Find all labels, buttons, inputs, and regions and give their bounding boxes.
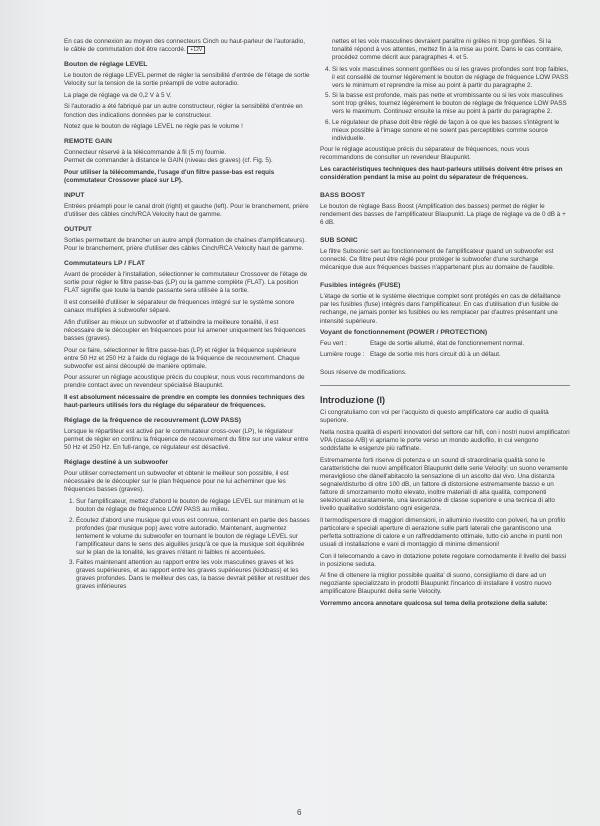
reserve-text: Sous réserve de modifications. [320, 369, 407, 377]
level-heading: Bouton de réglage LEVEL [64, 61, 148, 69]
recouvrement-heading: Réglage de la fréquence de recouvrement (LOW PASS) [64, 417, 242, 425]
page-number: 6 [297, 808, 302, 817]
remote-gain-heading: REMOTE GAIN [64, 138, 112, 146]
level-p3: Si l'autoradio a été fabriqué par un autre constructeur, régler la sensibilité d'entrée en fonction des indications données par le constructeur. [64, 103, 303, 119]
italian-intro-heading: Introduzione (I) [320, 395, 385, 406]
switch-cable-badge: +12V [187, 46, 205, 54]
adjust-step: 5. Si la basse est profonde, mais pas nette et vrombissante ou si les voix masculines sont trop grêles, tournez légèrement le bouton de réglage de fréquence LOW PASS vers le maximum. Continuez ensuite la mise au point à partir du paragraphe 2. [332, 92, 570, 116]
italian-health-note: Vorremmo ancora annotare qualcosa sul tema della protezione della salute: [320, 599, 548, 607]
lp-flat-heading: Commutateurs LP / FLAT [64, 260, 145, 268]
intro-text: En cas de connexion au moyen des connecteurs Cinch ou haut-parleur de l'autoradio, le câble de commutation doit être raccordé. +12V [64, 38, 306, 54]
input-p1: Entrées préampli pour le canal droit (right) et gauche (left). Pour le branchement, prière d'utiliser des câbles cinch/RCA Velocity haut de gamme. [64, 203, 309, 219]
output-heading: OUTPUT [64, 226, 92, 234]
status-value: Etage de sortie allumé, état de fonctionnement normal. [370, 340, 525, 348]
left-column [64, 38, 310, 595]
status-value: Etage de sortie mis hors circuit dû à un défaut. [370, 351, 501, 359]
level-p4: Notez que le bouton de réglage LEVEL ne règle pas le volume ! [64, 123, 243, 131]
italian-p5: Con il telecomando a cavo in dotazione potete regolare comodamente il livello dei bassi in posizione seduta. [320, 552, 567, 568]
lp-flat-p3: Afin d'utiliser au mieux un subwoofer et d'atteindre la meilleure tonalité, il est nécessaire de le découpler en fréquences pour lui amener uniquement les fréquences basses (graves). [64, 318, 306, 342]
remote-p2: Permet de commander à distance le GAIN (niveau des graves) (cf. Fig. 5). [64, 157, 273, 165]
remote-p1: Connecteur réservé à la télécommande à fil (5 m) fournie. [64, 149, 227, 157]
level-p1: Le bouton de réglage LEVEL permet de régler la sensibilité d'entrée de l'étage de sortie Velocity sur la tension de la sortie préampli de votre autoradio. [64, 72, 310, 88]
lp-flat-p5: Pour assurer un réglage acoustique précis du coupleur, nous vous recommandons de prendre contact avec un revendeur spécialisé Blaupunkt. [64, 374, 305, 390]
subwoofer-step: 1. Sur l'amplificateur, mettez d'abord le bouton de réglage LEVEL sur minimum et le bouton de réglage de fréquence LOW PASS au milieu. [76, 498, 310, 514]
sub-sonic-heading: SUB SONIC [320, 237, 358, 245]
recouvrement-p1: Lorsque le répartiteur est activé par le commutateur cross-over (LP), le régulateur permet de régler en continu la fréquence de recouvrement du filtre sur une valeur entre 50 Hz et 250 Hz. En full-range, ce régulateur est désactivé. [64, 428, 309, 452]
fuses-heading: Fusibles intégrés (FUSE) [320, 282, 401, 290]
italian-p1: Ci congratuliamo con voi per l'acquisto di questo amplificatore car audio di qualità superiore. [320, 409, 549, 425]
subwoofer-steps [64, 498, 310, 592]
lp-flat-p1: Avant de procéder à l'installation, sélectionner le commutateur Crossover de l'étage de sortie pour régler le filtre passe-bas (LP) ou la gamme complète (FLAT). La position FLAT signifie que toute la bande passante sera utilisée à la sortie. [64, 271, 308, 295]
fuses-p1: L'étage de sortie et le système électrique complet sont protégés en cas de défaillance par les fusibles (fuse) intégrés dans l'amplificateur. En cas d'utilisation d'un fusible de rechange, ne jamais ponter les fusibles ou les remplacer par d'autres présentant une intensité supérieure. [320, 293, 561, 325]
dealer-text: Pour le réglage acoustique précis du séparateur de fréquences, nous vous recommandons de consulter un revendeur Blaupunkt. [320, 146, 530, 162]
lp-flat-p4: Pour ce faire, sélectionner le filtre passe-bas (LP) et régler la fréquence supérieure entre 50 Hz et 250 Hz à l'aide du réglage de la fréquence de recouvrement. Chaque subwoofer est ainsi découplé de manière optimale. [64, 346, 300, 370]
subwoofer-heading: Réglage destiné à un subwoofer [64, 459, 169, 467]
specs-note: Les caractéristiques techniques des haut-parleurs utilisés doivent être prises en considération pendant la mise au point du séparateur de fréquences. [320, 165, 563, 181]
sub-sonic-p1: Le filtre Subsonic sert au fonctionnement de l'amplificateur quand un subwoofer est connecté. Ce filtre peut être réglé pour protéger le subwoofer d'une surcharge mécanique due aux fréquences basses n'appartenant plus au domaine de l'audible. [320, 248, 555, 272]
continued-text: nettes et les voix masculines devraient paraître ni grêles ni trop gonflées. Si la tonalité répond à vos attentes, mettez fin à la mise au point. Dans le cas contraire, procédez comme décrit aux paragraphes 4. et 5. [332, 38, 563, 62]
adjust-steps [320, 66, 570, 143]
bass-boost-heading: BASS BOOST [320, 191, 365, 199]
adjust-step: 4. Si les voix masculines sonnent gonflées ou si les graves profondes sont trop faibles, il est conseillé de tourner légèrement le bouton de réglage de fréquence LOW PASS vers le minimum et reprendre la mise au point à partir du paragraphe 2. [332, 66, 570, 90]
output-p1: Sorties permettant de brancher un autre ampli (formation de chaînes d'amplificateurs). Pour le branchement, prière d'utiliser des câbles Cinch/RCA Velocity haut de gamme. [64, 237, 307, 253]
lp-flat-p2: Il est conseillé d'utiliser le séparateur de fréquences intégré sur le système sonore canaux multiples à subwoofer séparé. [64, 299, 295, 315]
italian-p6: Al fine di ottenere la miglior possibile qualita' di suono, consigliamo di dare ad un negoziante specializzato in prodotti Blaupunkt l'incarico di installare il vostro nuovo amplificatore Blaupunkt della serie Velocity. [320, 572, 552, 596]
italian-p4: Il termodispersore di maggiori dimensioni, in alluminio rivestito con polveri, ha un profilo particolare e speciali aperture di aerazione sulle parti laterali che garantiscono una perfetta sottrazione di calore e un raffreddamento ottimale, tutto ciò anche in punti non usuali di installazione e vani di montaggio di minime dimensioni! [320, 516, 566, 548]
status-row [320, 340, 570, 348]
subwoofer-p1: Pour utiliser correctement un subwoofer et obtenir le meilleur son possible, il est nécessaire de le découpler sur le plan fréquence pour ne lui acheminer que les fréquences basses (graves). [64, 470, 289, 494]
bass-boost-p1: Le bouton de réglage Bass Boost (Amplification des basses) permet de régler le rendement des basses de l'amplificateur Blaupunkt. La plage de réglage va de 0 dB à + 6 dB. [320, 202, 566, 227]
italian-p2: Nella nostra qualità di esperti innovatori del settore car hifi, con i nostri nuovi amplificatori VPA (classe A/B) vi apriamo le porte verso un mondo audiofilo, in cui vengono soddisfatte le esigenze più raffinate. [320, 429, 570, 453]
lp-flat-note: Il est absolument nécessaire de prendre en compte les données techniques des haut-parleurs utilisés lors du réglage du séparateur de fréquences. [64, 393, 305, 409]
status-key: Feu vert : [320, 340, 347, 348]
level-p2: La plage de réglage va de 0,2 V à 5 V. [64, 91, 172, 99]
remote-note: Pour utiliser la télécommande, l'usage d'un filtre passe-bas est requis (commutateur Crossover placé sur LP). [64, 168, 275, 184]
right-column [320, 38, 570, 612]
status-row [320, 351, 570, 359]
status-key: Lumière rouge : [320, 351, 365, 359]
section-divider [320, 385, 570, 386]
input-heading: INPUT [64, 192, 85, 200]
subwoofer-step: 3. Faites maintenant attention au rapport entre les voix masculines graves et les graves supérieures, et au rapport entre les graves supérieures (kickbass) et les graves profondes. Dans le meilleur des cas, la basse devrait pétiller et restituer des graves inférieures [76, 559, 310, 591]
adjust-step: 6. Le régulateur de phase doit être réglé de façon à ce que les basses s'intègrent le mieux possible à l'image sonore et ne soient pas perceptibles comme source individuelle. [332, 119, 570, 143]
subwoofer-step: 2. Écoutez d'abord une musique qui vous est connue, contenant en partie des basses profondes (par musique pop) avec votre autoradio. Maintenant, augmentez lentement le volume du subwoofer en tournant le bouton de réglage LEVEL sur l'amplificateur dans le sens des aiguilles jusqu'à ce que la musique soit équilibrée sur le plan de la tonalité, les graves n'étant ni faibles ni accentuées. [76, 517, 310, 557]
italian-p3: Estremamente forti riserve di potenza e un sound di straordinaria qualità sono le caratteristiche dei nuovi amplificatori Blaupunkt delle serie Velocity: un suono veramente meraviglioso che dànell'abitacolo la sensazione di un ascolto dal vivo. Una distanza segnale/disturbo di oltre 100 dB, un fattore di distorsione estremamente basso e un fattore di smorzamento molto elevato, inoltre materiali di alta qualità, componenti selezionati accuratamente, una lavorazione di classe superiore e una tecnica di alto livello qualitativo soddisfano ogni esigenza. [320, 456, 568, 513]
status-led-heading: Voyant de fonctionnement (POWER / PROTECTION) [320, 329, 488, 337]
